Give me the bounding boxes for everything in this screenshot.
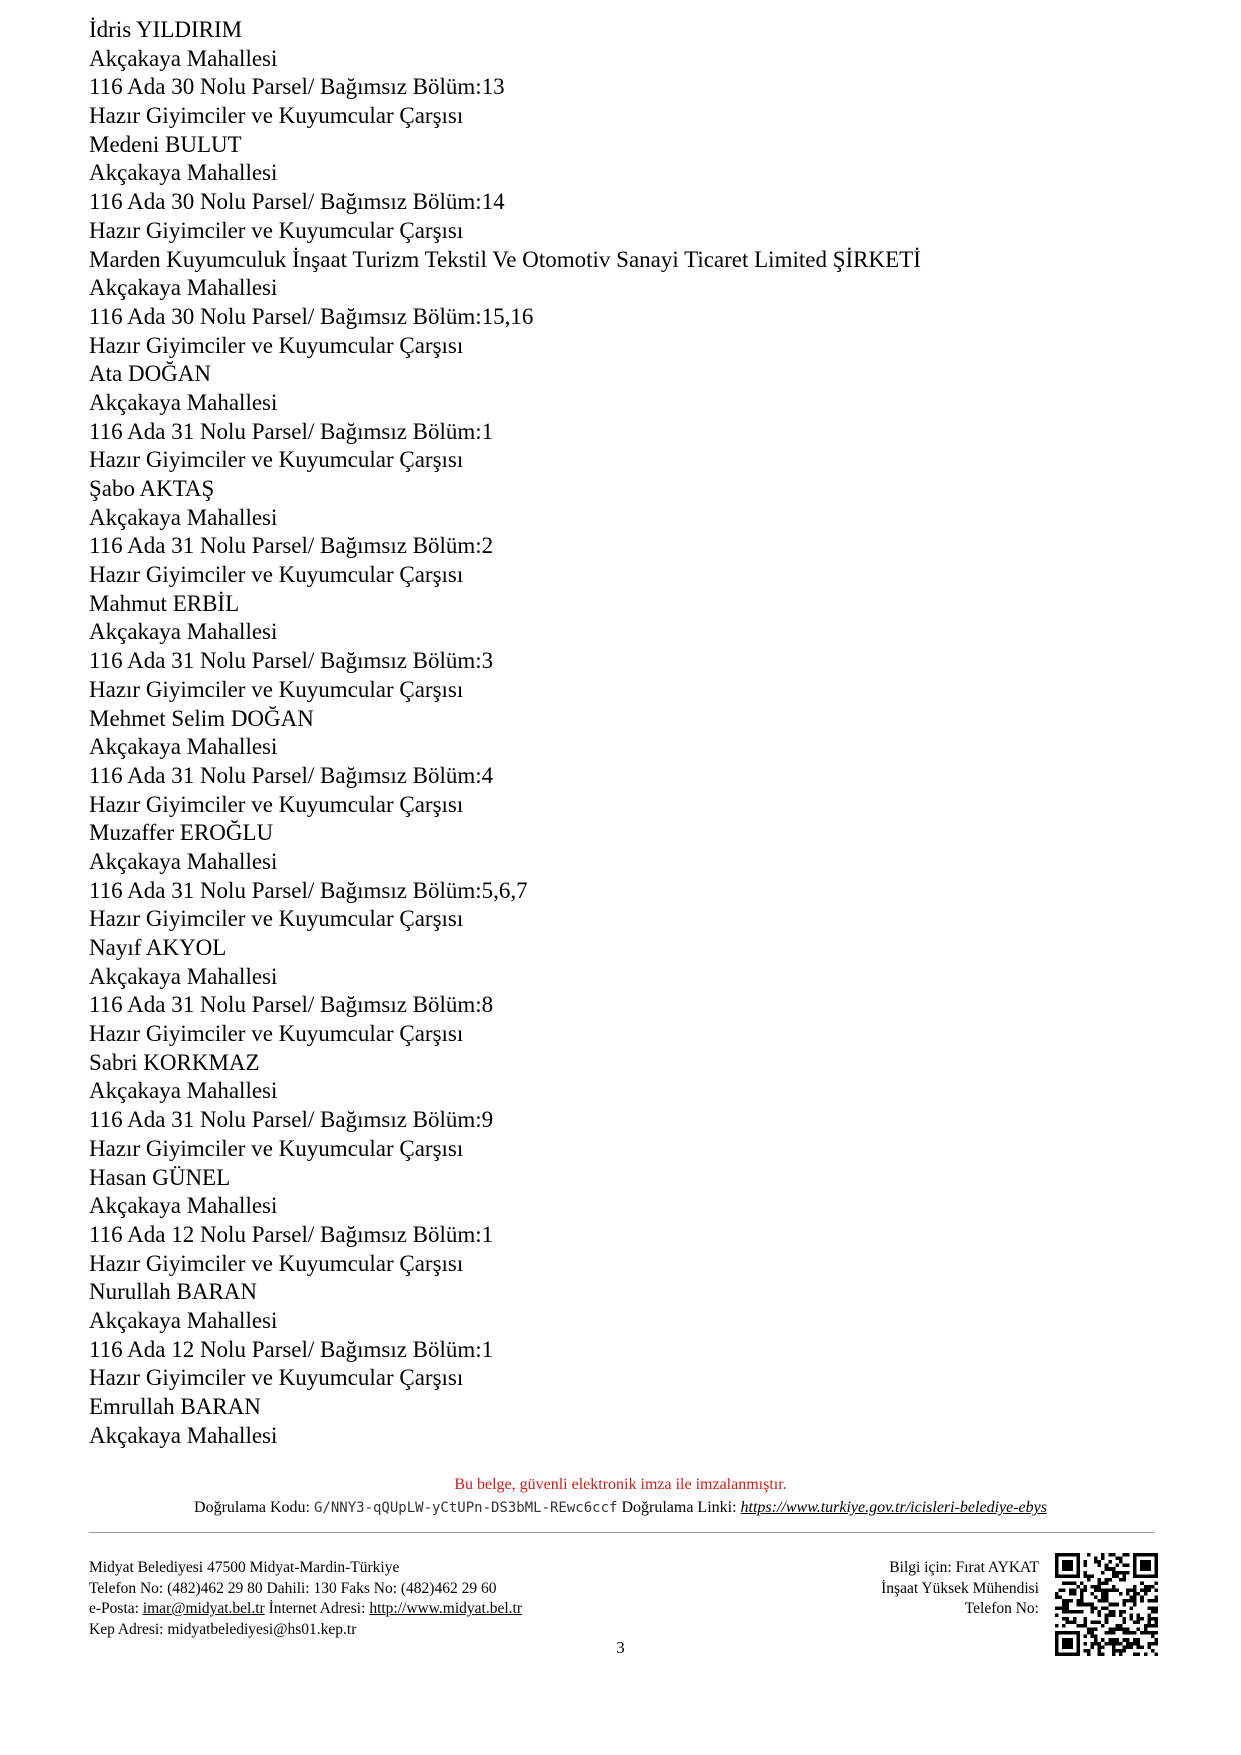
text-line: 116 Ada 31 Nolu Parsel/ Bağımsız Bölüm:1 xyxy=(89,418,494,444)
verification-code: G/NNY3-qQUpLW-yCtUPn-DS3bML-REwc6ccf xyxy=(314,1500,618,1516)
text-line: 116 Ada 12 Nolu Parsel/ Bağımsız Bölüm:1 xyxy=(89,1221,494,1247)
page-number: 3 xyxy=(616,1638,625,1657)
document-body xyxy=(89,16,1189,1450)
text-line: Şabo AKTAŞ xyxy=(89,476,215,501)
text-line: Akçakaya Mahallesi xyxy=(89,963,278,989)
text-line: Hazır Giyimciler ve Kuyumcular Çarşısı xyxy=(89,1250,464,1276)
text-line: Hazır Giyimciler ve Kuyumcular Çarşısı xyxy=(89,332,464,358)
text-line: Akçakaya Mahallesi xyxy=(89,848,278,874)
text-line: Hazır Giyimciler ve Kuyumcular Çarşısı xyxy=(89,1021,464,1047)
verification-link[interactable]: https://www.turkiye.gov.tr/icisleri-belediye-ebys xyxy=(740,1499,1047,1516)
text-line: Hazır Giyimciler ve Kuyumcular Çarşısı xyxy=(89,1365,464,1391)
text-line: Hasan GÜNEL xyxy=(89,1164,231,1190)
text-line: 116 Ada 30 Nolu Parsel/ Bağımsız Bölüm:13 xyxy=(89,74,505,100)
text-line: Hazır Giyimciler ve Kuyumcular Çarşısı xyxy=(89,103,464,129)
text-line: Akçakaya Mahallesi xyxy=(89,1422,278,1448)
info-contact-title: İnşaat Yüksek Mühendisi xyxy=(881,1579,1039,1597)
text-line: Akçakaya Mahallesi xyxy=(89,1193,278,1219)
kep-line: Kep Adresi: midyatbelediyesi@hs01.kep.tr xyxy=(89,1620,357,1638)
phone-line: Telefon No: (482)462 29 80 Dahili: 130 Faks No: (482)462 29 60 xyxy=(89,1579,497,1597)
text-line: Nurullah BARAN xyxy=(89,1279,258,1305)
verification-label: Doğrulama Kodu: xyxy=(194,1499,310,1516)
text-line: 116 Ada 31 Nolu Parsel/ Bağımsız Bölüm:4 xyxy=(89,762,494,788)
text-line: Hazır Giyimciler ve Kuyumcular Çarşısı xyxy=(89,676,464,702)
text-line: Akçakaya Mahallesi xyxy=(89,1078,278,1104)
footer-info-block xyxy=(881,1558,1039,1620)
web-label: İnternet Adresi: xyxy=(268,1600,366,1617)
text-line: İdris YILDIRIM xyxy=(89,17,243,42)
email-label: e-Posta: xyxy=(89,1600,139,1617)
text-line: Hazır Giyimciler ve Kuyumcular Çarşısı xyxy=(89,562,464,588)
verification-link-label: Doğrulama Linki: xyxy=(621,1499,737,1516)
text-line: Hazır Giyimciler ve Kuyumcular Çarşısı xyxy=(89,1135,464,1161)
email-link[interactable]: imar@midyat.bel.tr xyxy=(142,1600,265,1617)
text-line: 116 Ada 31 Nolu Parsel/ Bağımsız Bölüm:8 xyxy=(89,992,494,1018)
text-line: Mahmut ERBİL xyxy=(89,590,240,616)
contact-line xyxy=(89,1599,522,1620)
text-line: Ata DOĞAN xyxy=(89,361,212,387)
text-line: Akçakaya Mahallesi xyxy=(89,389,278,415)
text-line: Akçakaya Mahallesi xyxy=(89,1307,278,1333)
text-line: Muzaffer EROĞLU xyxy=(89,820,274,846)
text-line: 116 Ada 31 Nolu Parsel/ Bağımsız Bölüm:5,6,7 xyxy=(89,877,528,903)
address-line: Midyat Belediyesi 47500 Midyat-Mardin-Türkiye xyxy=(89,1559,400,1576)
text-line: 116 Ada 31 Nolu Parsel/ Bağımsız Bölüm:9 xyxy=(89,1107,494,1133)
info-contact-phone: Telefon No: xyxy=(964,1600,1039,1617)
text-line: Hazır Giyimciler ve Kuyumcular Çarşısı xyxy=(89,906,464,932)
text-line: Sabri KORKMAZ xyxy=(89,1049,260,1075)
text-line: Mehmet Selim DOĞAN xyxy=(89,705,314,731)
text-line: Hazır Giyimciler ve Kuyumcular Çarşısı xyxy=(89,447,464,473)
web-link[interactable]: http://www.midyat.bel.tr xyxy=(369,1600,522,1617)
footer-address-block xyxy=(89,1558,522,1640)
text-line: Marden Kuyumculuk İnşaat Turizm Tekstil Ve Otomotiv Sanayi Ticaret Limited ŞİRKETİ xyxy=(89,246,921,272)
text-line: Hazır Giyimciler ve Kuyumcular Çarşısı xyxy=(89,217,464,243)
text-line: 116 Ada 30 Nolu Parsel/ Bağımsız Bölüm:15,16 xyxy=(89,303,534,329)
text-line: Nayıf AKYOL xyxy=(89,935,227,960)
text-line: Akçakaya Mahallesi xyxy=(89,504,278,530)
text-line: Akçakaya Mahallesi xyxy=(89,619,278,645)
text-line: 116 Ada 31 Nolu Parsel/ Bağımsız Bölüm:3 xyxy=(89,648,494,674)
text-line: Medeni BULUT xyxy=(89,131,242,157)
verification-line xyxy=(0,1498,1241,1518)
text-line: Hazır Giyimciler ve Kuyumcular Çarşısı xyxy=(89,791,464,817)
footer-divider xyxy=(89,1532,1154,1533)
text-line: 116 Ada 12 Nolu Parsel/ Bağımsız Bölüm:1 xyxy=(89,1336,494,1362)
text-line: Akçakaya Mahallesi xyxy=(89,734,278,760)
info-contact-name: Bilgi için: Fırat AYKAT xyxy=(889,1559,1039,1576)
text-line: Akçakaya Mahallesi xyxy=(89,275,278,301)
text-line: Akçakaya Mahallesi xyxy=(89,160,278,186)
text-line: 116 Ada 30 Nolu Parsel/ Bağımsız Bölüm:14 xyxy=(89,189,505,215)
signature-notice: Bu belge, güvenli elektronik imza ile imzalanmıştır. xyxy=(454,1476,787,1493)
text-line: Akçakaya Mahallesi xyxy=(89,45,278,71)
text-line: Emrullah BARAN xyxy=(89,1394,261,1419)
text-line: 116 Ada 31 Nolu Parsel/ Bağımsız Bölüm:2 xyxy=(89,533,494,559)
